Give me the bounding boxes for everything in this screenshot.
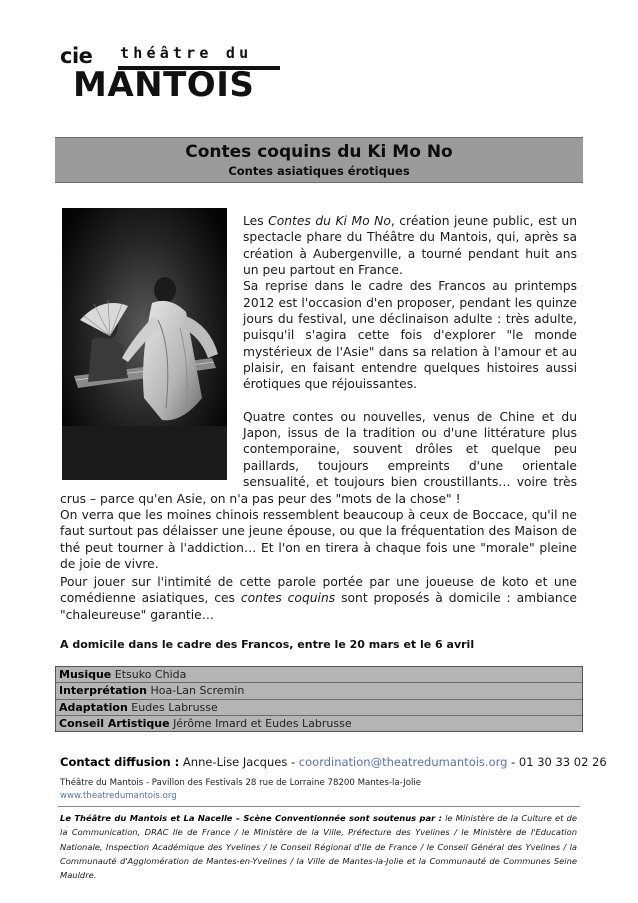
intro-text: Les [243, 214, 269, 228]
sponsors-footer-bold: Le Théâtre du Mantois et La Nacelle – Scène Conventionnée sont soutenus par : [60, 813, 442, 823]
credit-role: Musique [59, 668, 112, 681]
credit-name: Eudes Labrusse [131, 700, 218, 714]
credit-name: Jérôme Imard et Eudes Labrusse [173, 716, 352, 730]
credit-row [56, 716, 582, 732]
credit-row [56, 700, 582, 716]
paragraph-crus: crus – parce qu'en Asie, on n'a pas peur des "mots de la chose" ! [60, 492, 461, 506]
credit-name: Etsuko Chida [114, 668, 187, 681]
page-subtitle: Contes asiatiques érotiques [228, 164, 410, 178]
contact-phone: - 01 30 33 02 26 [511, 755, 607, 769]
intro-text: , création jeune public, est un spectacle phare du Théâtre du Mantois, qui, après sa création à Aubergenville, a tourné pendant huit ans un peu partout en France. [243, 214, 577, 278]
paragraph-text: Pour jouer sur l'intimité de cette parole portée par une joueuse de koto et une comédienne asiatiques, ces [60, 575, 577, 606]
show-title-italic: Contes du Ki Mo No [268, 214, 391, 228]
title-band [55, 137, 583, 183]
performance-photo [62, 208, 227, 480]
logo-theatre-du-text: théâtre du [120, 44, 253, 62]
credit-role: Adaptation [59, 700, 128, 714]
contes-coquins-italic: contes coquins [240, 591, 336, 606]
logo-cie-text: cie [60, 44, 93, 68]
date-line: A domicile dans le cadre des Francos, entre le 20 mars et le 6 avril [60, 638, 475, 651]
postal-address: Théâtre du Mantois - Pavillon des Festivals 28 rue de Lorraine 78200 Mantes-la-Jolie [60, 778, 422, 788]
sponsors-footer [60, 811, 577, 882]
contact-name: Anne-Lise Jacques - [182, 755, 296, 769]
credit-name: Hoa-Lan Scremin [150, 684, 245, 698]
credit-row [56, 667, 582, 683]
credit-role: Interprétation [59, 684, 147, 698]
page-title: Contes coquins du Ki Mo No [185, 142, 453, 162]
intro-paragraph-2: Quatre contes ou nouvelles, venus de Chine et du Japon, issus de la tradition ou d'une littérature plus contemporaine, souvent drôles et quelque peu paillards, toujours empreints d'une orientale sensualité, et toujours bien croustillants… voire très [243, 409, 577, 490]
website-link[interactable]: www.theatredumantois.org [60, 791, 177, 801]
intro-text: Sa reprise dans le cadre des Francos au printemps 2012 est l'occasion d'en proposer, pendant les quinze jours du festival, une déclinaison adulte : très adulte, puisqu'il s'agira cette fois d'explorer "le monde mystérieux de l'Asie" dans sa relation à l'amour et au plaisir, en faisant entendre quelques histoires aussi érotiques que réjouissantes. [243, 279, 577, 392]
contact-line [60, 755, 607, 769]
paragraph-moines: On verra que les moines chinois ressemblent beaucoup à ceux de Boccace, qu'il ne faut surtout pas délaisser une jeune épouse, ou que la fréquentation des Maison de thé peut tourner à l'addiction… Et l'on en tirera à chaque fois une "morale" pleine de joie de vivre. [60, 508, 577, 572]
contact-email-link[interactable]: coordination@theatredumantois.org [298, 755, 508, 769]
contact-label: Contact diffusion : [60, 755, 180, 769]
company-logo [60, 36, 286, 106]
footer-divider [58, 806, 580, 807]
paragraph-domicile [60, 574, 577, 623]
credit-role: Conseil Artistique [59, 716, 170, 730]
intro-column [243, 213, 577, 491]
credit-row [56, 683, 582, 699]
logo-mantois-text: MANTOIS [73, 65, 255, 105]
sponsors-footer-text: le Ministère de la Culture et de la Communication, DRAC Ile de France / le Ministère de la Ville, Préfecture des Yvelines / le Ministère de l'Education Nationale, Inspection Académique des Yvelines / le Conseil Régional d'Ile de France / le Conseil Général des Yvelines / la Communauté d'Agglomération de Mantes-en-Yvelines / la Ville de Mantes-la-Jolie et la Communauté de Communes Seine Mauldre. [60, 813, 577, 881]
credits-box [55, 666, 583, 732]
paragraph-text: sont proposés à domicile : ambiance "chaleureuse" garantie… [60, 591, 578, 622]
performance-photo-graphic [62, 208, 227, 480]
intro-paragraph-1 [243, 213, 577, 393]
